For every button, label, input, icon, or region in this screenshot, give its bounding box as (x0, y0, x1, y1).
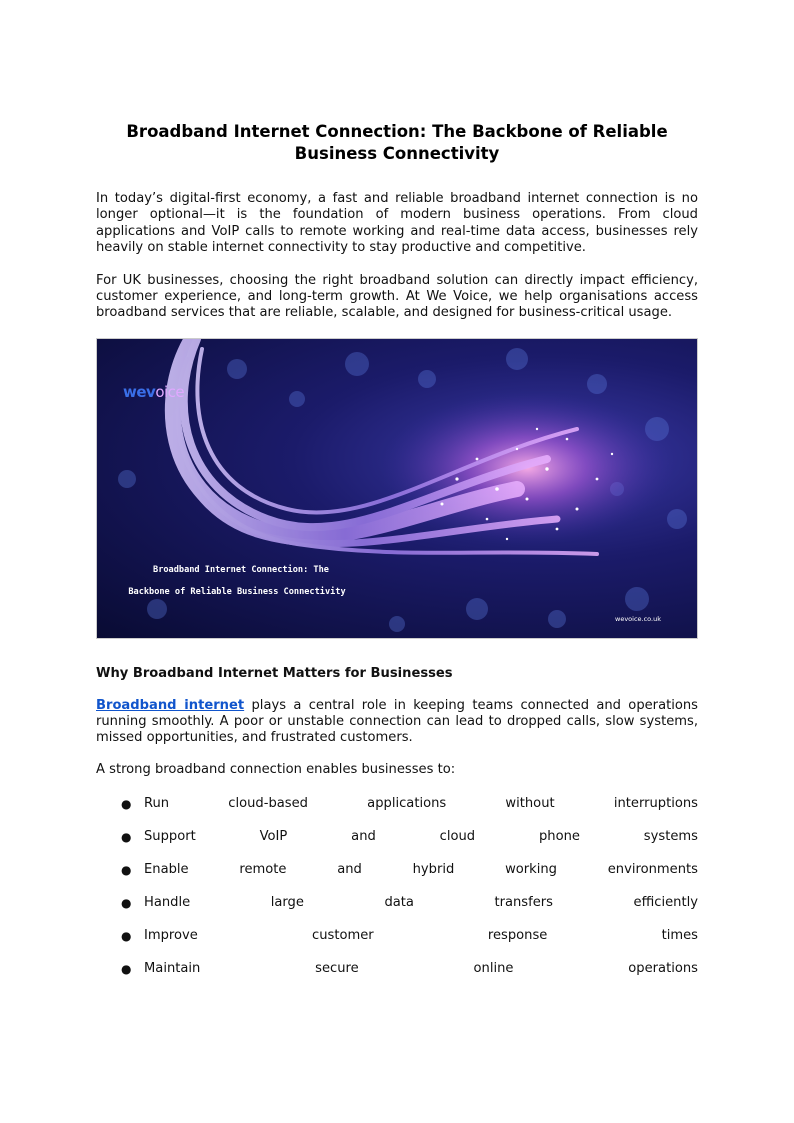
list-item (96, 928, 698, 944)
broadband-internet-link[interactable]: Broadband internet (96, 697, 245, 713)
section-paragraph-text: plays a central role in keeping teams connected and operations running smoothly. A poor or unstable connection can lead to dropped calls, slow systems, missed opportunities, and frustrated customers. (96, 697, 698, 746)
list-word: efficiently (633, 894, 698, 910)
list-word: environments (607, 861, 698, 877)
bullet-icon: ● (121, 796, 132, 811)
list-word: Enable (144, 861, 189, 877)
list-item (96, 862, 698, 878)
list-word: systems (643, 828, 698, 844)
list-word: VoIP (259, 828, 288, 844)
list-word: response (487, 927, 548, 943)
intro-paragraph-1: In today’s digital-first economy, a fast and reliable broadband internet connection is no longer optional—it is the foundation of modern business operations. From cloud applications and VoIP calls to remote working and real-time data access, businesses rely heavily on stable internet connectivity to stay productive and competitive. (96, 191, 698, 255)
section-paragraph (96, 698, 698, 747)
title-line-1: Broadband Internet Connection: The Backbone of Reliable (126, 122, 668, 141)
list-item (96, 961, 698, 977)
benefit-list (96, 796, 698, 977)
list-word: hybrid (412, 861, 455, 877)
list-word: Handle (144, 894, 191, 910)
bullet-icon: ● (121, 961, 132, 976)
list-word: phone (538, 828, 580, 844)
list-word: working (505, 861, 557, 877)
list-word: without (505, 795, 555, 811)
document-page (96, 0, 698, 994)
section-heading: Why Broadband Internet Matters for Businesses (96, 665, 453, 681)
list-word: data (384, 894, 414, 910)
list-item-text (144, 796, 698, 812)
article-title (96, 121, 698, 164)
list-word: Improve (144, 927, 198, 943)
hero-image (96, 338, 698, 639)
list-item-text (144, 862, 698, 878)
list-word: times (661, 927, 698, 943)
title-line-2: Business Connectivity (294, 143, 500, 163)
list-item-text (144, 961, 698, 977)
list-word: and (337, 861, 362, 877)
intro-paragraph-2: For UK businesses, choosing the right broadband solution can directly impact efficiency, customer experience, and long-term growth. At We Voice, we help organisations access broadband services that are reliable, scalable, and designed for business-critical usage. (96, 272, 698, 321)
wevoice-logo: wevoice (123, 382, 185, 401)
list-word: customer (312, 927, 374, 943)
list-word: operations (628, 960, 698, 976)
list-word: secure (315, 960, 359, 976)
list-item (96, 895, 698, 911)
bullet-icon: ● (121, 895, 132, 910)
hero-url: wevoice.co.uk (615, 614, 661, 623)
list-item-text (144, 829, 698, 845)
hero-caption-line-2: Backbone of Reliable Business Connectivity (128, 586, 346, 597)
list-word: cloud-based (228, 795, 308, 811)
list-item-text (144, 928, 698, 944)
bullet-icon: ● (121, 928, 132, 943)
list-word: interruptions (613, 795, 698, 811)
list-word: remote (239, 861, 287, 877)
list-word: and (351, 828, 376, 844)
list-item (96, 796, 698, 812)
list-word: applications (367, 795, 447, 811)
list-word: online (473, 960, 514, 976)
list-word: Support (144, 828, 196, 844)
list-word: Run (144, 795, 170, 811)
bullet-lead: A strong broadband connection enables businesses to: (96, 762, 456, 778)
bullet-icon: ● (121, 829, 132, 844)
list-word: transfers (494, 894, 554, 910)
list-item (96, 829, 698, 845)
list-word: Maintain (144, 960, 201, 976)
bullet-icon: ● (121, 862, 132, 877)
hero-caption-line-1: Broadband Internet Connection: The (153, 564, 329, 575)
list-word: cloud (439, 828, 476, 844)
list-word: large (270, 894, 304, 910)
list-item-text (144, 895, 698, 911)
